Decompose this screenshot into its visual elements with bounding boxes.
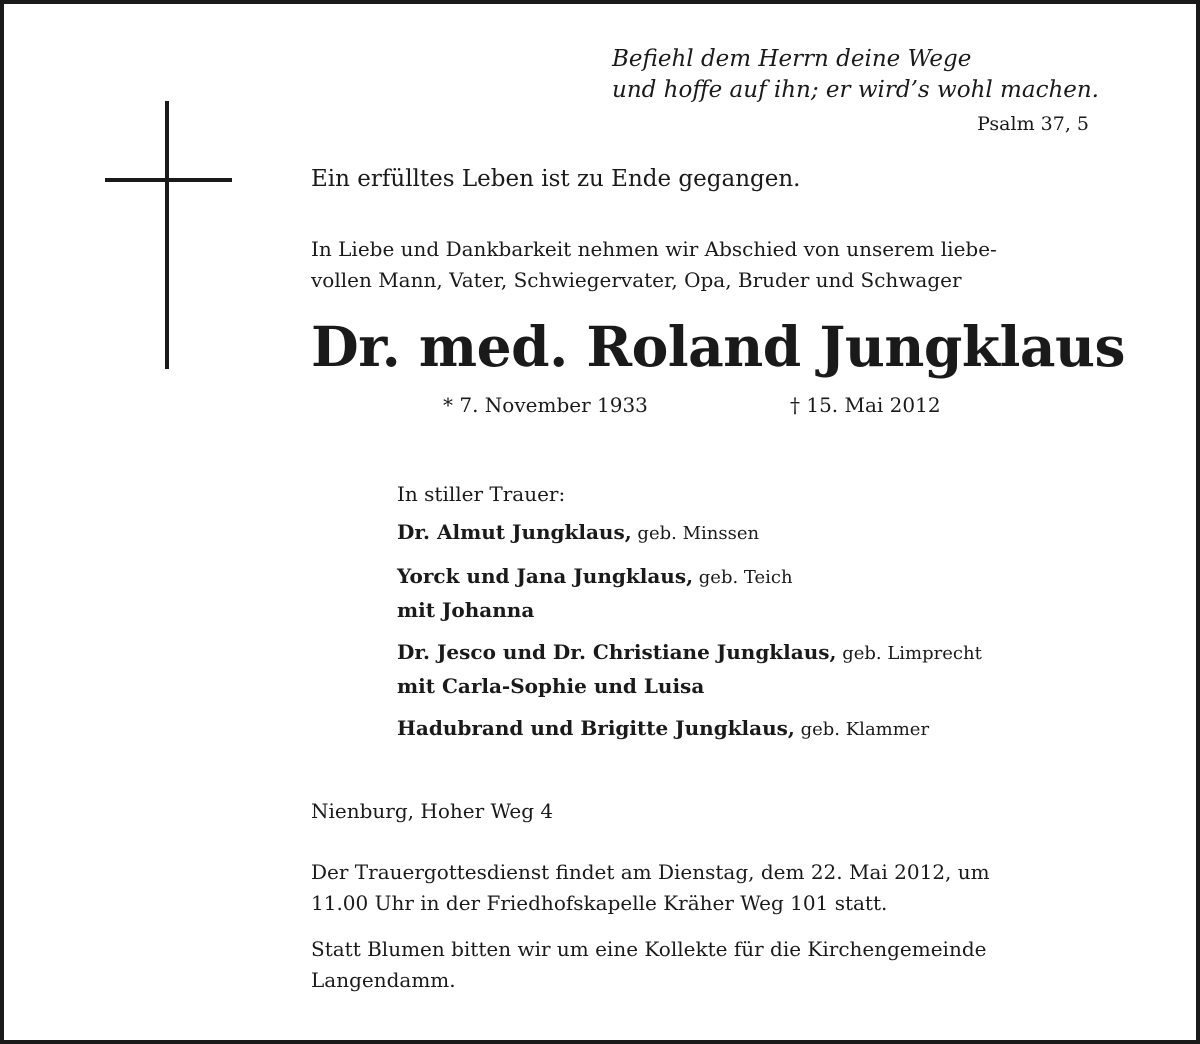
service-line-1: Der Trauergottesdienst findet am Dienstag, dem 22. Mai 2012, um <box>311 860 990 884</box>
mourner-name: Dr. Jesco und Dr. Christiane Jungklaus, <box>397 640 837 664</box>
mourner-name: Hadubrand und Brigitte Jungklaus, <box>397 716 795 740</box>
farewell-line-2: vollen Mann, Vater, Schwiegervater, Opa, Bruder und Schwager <box>311 268 962 292</box>
verse-reference: Psalm 37, 5 <box>977 113 1089 135</box>
mourner-children: mit Carla-Sophie und Luisa <box>397 674 705 698</box>
cross-horizontal-bar <box>105 178 232 182</box>
cross-vertical-bar <box>165 101 169 369</box>
mourner-maiden-name: geb. Minssen <box>631 523 760 544</box>
mourner-name: Dr. Almut Jungklaus, <box>397 520 632 544</box>
bible-verse <box>612 44 1099 106</box>
donation-line-1: Statt Blumen bitten wir um eine Kollekte für die Kirchengemeinde <box>311 937 987 961</box>
intro-sentence: Ein erfülltes Leben ist zu Ende gegangen. <box>311 166 801 192</box>
donation-line-2: Langendamm. <box>311 968 456 992</box>
service-info <box>311 857 1101 919</box>
mourner-maiden-name: geb. Teich <box>693 567 793 588</box>
mourner-maiden-name: geb. Klammer <box>794 719 930 740</box>
mourner-maiden-name: geb. Limprecht <box>836 643 982 664</box>
donation-request <box>311 934 1101 996</box>
farewell-text <box>311 234 1101 296</box>
death-date: † 15. Mai 2012 <box>790 393 941 417</box>
mourners-heading: In stiller Trauer: <box>397 482 566 506</box>
mourner-group <box>397 712 1117 746</box>
mourners-list <box>397 480 1117 756</box>
mourner-group <box>397 636 1117 702</box>
mourner-name: Yorck und Jana Jungklaus, <box>397 564 694 588</box>
farewell-line-1: In Liebe und Dankbarkeit nehmen wir Abschied von unserem liebe- <box>311 237 997 261</box>
mourner-group <box>397 516 1117 550</box>
verse-line-1: Befiehl dem Herrn deine Wege <box>612 46 972 72</box>
verse-line-2: und hoffe auf ihn; er wird’s wohl machen. <box>612 77 1099 103</box>
deceased-name: Dr. med. Roland Jungklaus <box>311 314 1125 379</box>
mourner-children: mit Johanna <box>397 598 535 622</box>
service-line-2: 11.00 Uhr in der Friedhofskapelle Kräher Weg 101 statt. <box>311 891 888 915</box>
birth-date: * 7. November 1933 <box>443 393 648 417</box>
mourner-group <box>397 560 1117 626</box>
family-address: Nienburg, Hoher Weg 4 <box>311 799 554 823</box>
